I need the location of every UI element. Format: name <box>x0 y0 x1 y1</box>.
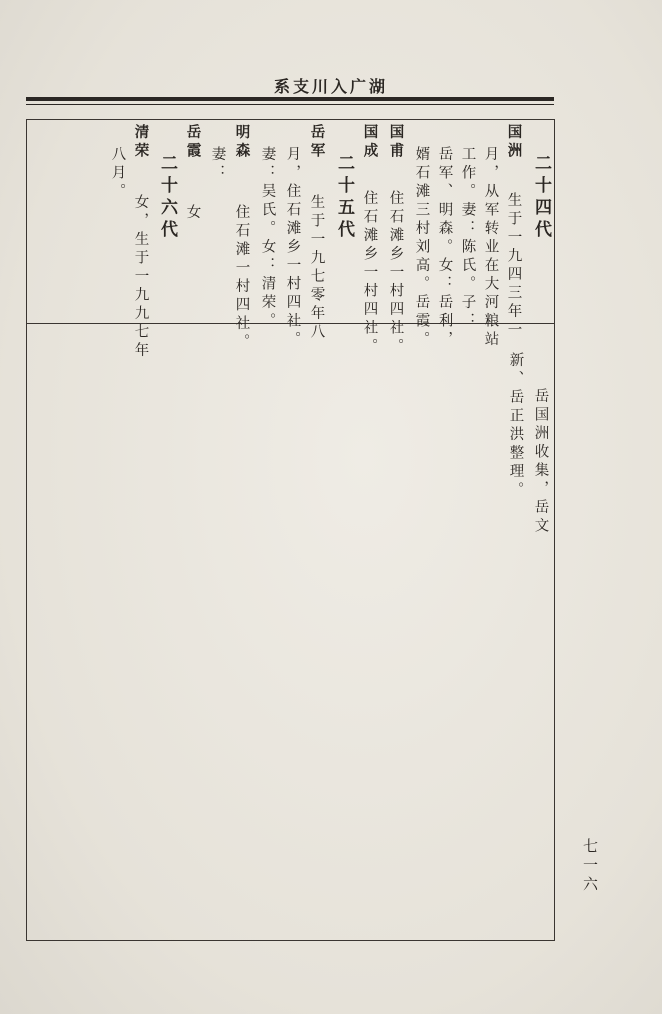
entry-yuexia-name: 岳霞 <box>184 124 202 161</box>
entry-mingsen-name: 明森 <box>233 124 251 161</box>
credits-line2: 新、岳正洪整理。 <box>507 352 524 500</box>
entry-guozhou-line3: 工作。妻：陈氏。子： <box>459 146 476 331</box>
entry-guofu-name: 国甫 <box>387 124 405 161</box>
generation-25-heading: 二十五代 <box>334 154 354 242</box>
entry-guocheng: 国成 住石滩乡一村四社。 <box>361 124 379 357</box>
frame-left-border <box>26 119 27 941</box>
frame-top-border <box>26 119 554 120</box>
entry-yuexia: 岳霞 女 <box>184 124 202 223</box>
generation-24-heading: 二十四代 <box>531 154 551 242</box>
entry-guozhou-line1: 国洲 生于一九四三年一 <box>505 124 523 341</box>
entry-yuejun-name: 岳军 <box>308 124 326 161</box>
entry-guozhou-line5: 婿石滩三村刘高。岳霞。 <box>413 146 430 350</box>
entry-guofu: 国甫 住石滩乡一村四社。 <box>387 124 405 357</box>
entry-yuejun-line2: 月，住石滩乡一村四社。 <box>284 146 301 350</box>
entry-qingrong-name: 清荣 <box>132 124 150 161</box>
header-rule-thick <box>26 97 554 101</box>
entry-yuejun-line3: 妻：吴氏。女：清荣。 <box>259 146 276 331</box>
entry-yuejun-line1: 岳军 生于一九七零年八 <box>308 124 326 343</box>
entry-guozhou-line2: 月，从军转业在大河粮站 <box>482 146 499 350</box>
header-rule-thin <box>26 104 554 105</box>
entry-guocheng-name: 国成 <box>361 124 379 161</box>
entry-qingrong-line2: 八月。 <box>109 146 126 202</box>
credits-line1: 岳国洲收集，岳文 <box>532 388 549 536</box>
frame-bottom-border <box>26 940 554 941</box>
entry-guozhou-name: 国洲 <box>505 124 523 161</box>
page-header-title: 系支川入广湖 <box>273 77 388 96</box>
entry-mingsen-line1: 明森 住石滩一村四社。 <box>233 124 251 353</box>
generation-26-heading: 二十六代 <box>157 154 177 242</box>
page-number: 七一六 <box>581 838 599 895</box>
entry-mingsen-line2: 妻： <box>209 146 226 183</box>
frame-right-border <box>554 119 555 941</box>
entry-guozhou-line4: 岳军、明森。女：岳利， <box>436 146 453 350</box>
entry-qingrong-line1: 清荣 女，生于一九九七年 <box>132 124 150 361</box>
